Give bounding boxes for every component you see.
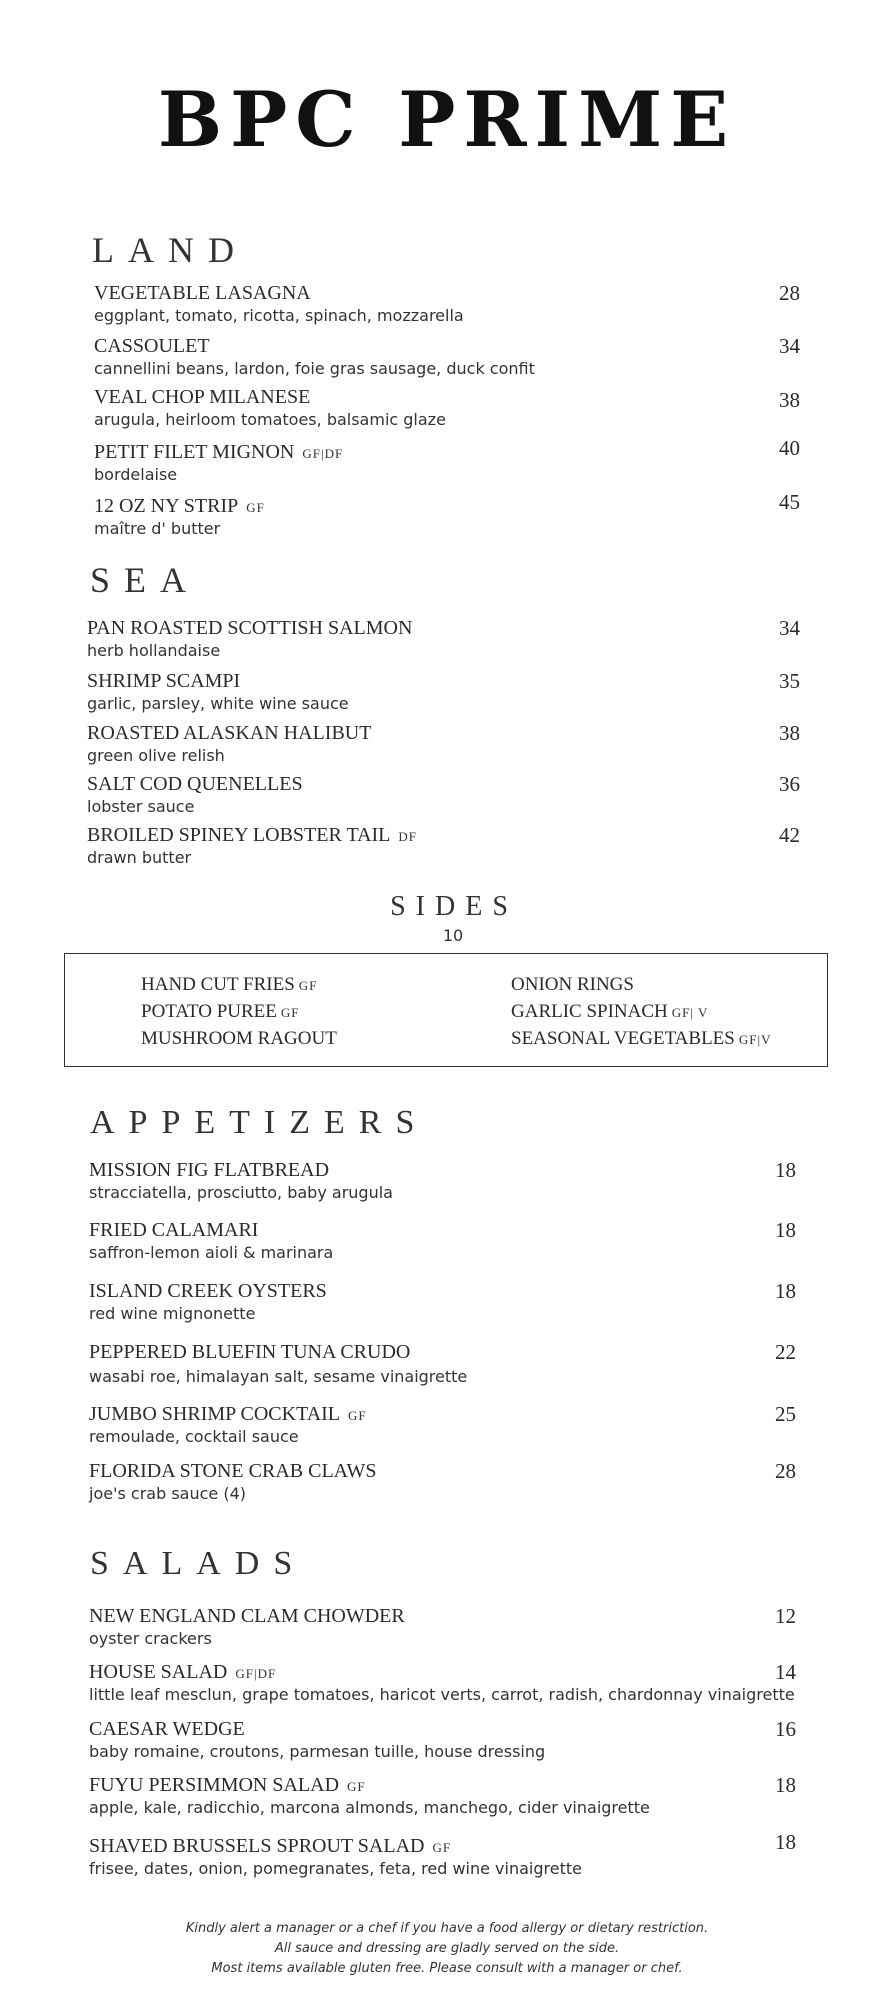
diet-tag: GF|V: [738, 1032, 772, 1047]
side-item: [511, 974, 638, 997]
menu-item: [94, 282, 464, 326]
item-price: 34: [779, 334, 800, 358]
item-price: 16: [775, 1717, 796, 1741]
menu-item: [89, 1661, 795, 1705]
section-title-appetizers: APPETIZERS: [90, 1104, 429, 1141]
item-price: 18: [775, 1279, 796, 1303]
item-name: PEPPERED BLUEFIN TUNA CRUDO: [89, 1341, 411, 1363]
item-name: FLORIDA STONE CRAB CLAWS: [89, 1460, 377, 1482]
item-name: 12 OZ NY STRIP: [94, 495, 239, 517]
restaurant-logo: BPC PRIME: [157, 75, 737, 164]
menu-item: [94, 386, 446, 430]
item-description: drawn butter: [87, 848, 192, 867]
menu-item: [89, 1774, 650, 1818]
item-price: 38: [779, 388, 800, 412]
menu-item: [94, 335, 535, 379]
item-description: green olive relish: [87, 746, 225, 765]
item-description: remoulade, cocktail sauce: [89, 1427, 299, 1446]
section-title-salads: SALADS: [90, 1545, 307, 1582]
item-price: 42: [779, 823, 800, 847]
item-description: maître d' butter: [94, 519, 221, 538]
side-name: GARLIC SPINACH: [511, 1001, 668, 1022]
section-title-land: LAND: [92, 230, 248, 270]
item-description: oyster crackers: [89, 1629, 212, 1648]
sides-box: [64, 953, 828, 1067]
menu-item: [89, 1718, 545, 1762]
menu-item: [89, 1341, 467, 1387]
side-name: SEASONAL VEGETABLES: [511, 1028, 735, 1049]
menu-item: [89, 1280, 335, 1324]
item-price: 25: [775, 1402, 796, 1426]
item-description: lobster sauce: [87, 797, 195, 816]
item-description: garlic, parsley, white wine sauce: [87, 694, 349, 713]
item-price: 18: [775, 1158, 796, 1182]
menu-item: [89, 1460, 385, 1504]
item-price: 28: [775, 1459, 796, 1483]
item-name: SALT COD QUENELLES: [87, 773, 303, 795]
item-name: NEW ENGLAND CLAM CHOWDER: [89, 1605, 405, 1627]
item-price: 14: [775, 1660, 796, 1684]
item-name: ISLAND CREEK OYSTERS: [89, 1280, 327, 1302]
diet-tag: DF: [398, 829, 418, 844]
side-name: HAND CUT FRIES: [141, 974, 295, 995]
item-price: 18: [775, 1773, 796, 1797]
menu-item: [94, 495, 265, 539]
menu-item: [87, 722, 379, 766]
item-description: baby romaine, croutons, parmesan tuille, house dressing: [89, 1742, 546, 1761]
item-description: arugula, heirloom tomatoes, balsamic glaze: [94, 410, 446, 429]
item-name: PAN ROASTED SCOTTISH SALMON: [87, 617, 413, 639]
diet-tag: GF: [298, 978, 318, 993]
menu-item: [89, 1835, 582, 1879]
diet-tag: GF|DF: [302, 446, 344, 461]
side-item: [141, 1001, 300, 1024]
side-name: MUSHROOM RAGOUT: [141, 1028, 337, 1049]
item-name: SHAVED BRUSSELS SPROUT SALAD: [89, 1835, 425, 1857]
menu-item: [94, 441, 343, 485]
item-name: CASSOULET: [94, 335, 210, 357]
item-name: VEAL CHOP MILANESE: [94, 386, 311, 408]
item-name: JUMBO SHRIMP COCKTAIL: [89, 1403, 341, 1425]
item-price: 34: [779, 616, 800, 640]
item-price: 18: [775, 1830, 796, 1854]
side-item: [141, 1028, 341, 1051]
item-name: PETIT FILET MIGNON: [94, 441, 295, 463]
item-description: saffron-lemon aioli & marinara: [89, 1243, 334, 1262]
side-name: ONION RINGS: [511, 974, 634, 995]
footer-line: All sauce and dressing are gladly served on the side.: [274, 1941, 620, 1956]
menu-item: [87, 670, 349, 714]
item-name: SHRIMP SCAMPI: [87, 670, 241, 692]
diet-tag: GF: [280, 1005, 300, 1020]
menu-item: [89, 1403, 367, 1447]
menu-item: [89, 1159, 393, 1203]
menu-item: [87, 617, 420, 661]
item-price: 18: [775, 1218, 796, 1242]
sides-price: 10: [442, 926, 464, 945]
item-description: apple, kale, radicchio, marcona almonds, manchego, cider vinaigrette: [89, 1798, 650, 1817]
item-description: frisee, dates, onion, pomegranates, feta, red wine vinaigrette: [89, 1859, 582, 1878]
section-title-sea: SEA: [90, 560, 201, 600]
item-price: 12: [775, 1604, 796, 1628]
diet-tag: GF: [432, 1840, 452, 1855]
item-description: cannellini beans, lardon, foie gras sausage, duck confit: [94, 359, 535, 378]
item-description: little leaf mesclun, grape tomatoes, haricot verts, carrot, radish, chardonnay vinaigrette: [89, 1685, 795, 1704]
item-name: VEGETABLE LASAGNA: [94, 282, 311, 304]
item-name: HOUSE SALAD: [89, 1661, 228, 1683]
diet-tag: GF: [246, 500, 265, 515]
diet-tag: GF|DF: [235, 1666, 277, 1681]
item-name: FUYU PERSIMMON SALAD: [89, 1774, 340, 1796]
item-price: 40: [779, 436, 800, 460]
item-name: CAESAR WEDGE: [89, 1718, 245, 1740]
item-name: BROILED SPINEY LOBSTER TAIL: [87, 824, 391, 846]
item-description: wasabi roe, himalayan salt, sesame vinaigrette: [89, 1367, 468, 1386]
item-price: 28: [779, 281, 800, 305]
menu-item: [89, 1605, 413, 1649]
menu-item: [87, 824, 417, 868]
diet-tag: GF: [348, 1408, 367, 1423]
item-name: FRIED CALAMARI: [89, 1219, 259, 1241]
item-description: red wine mignonette: [89, 1304, 256, 1323]
footer-line: Most items available gluten free. Please consult with a manager or chef.: [211, 1961, 683, 1976]
item-price: 22: [775, 1340, 796, 1364]
side-item: [141, 974, 317, 997]
section-title-sides: SIDES: [390, 891, 518, 922]
side-item: [511, 1028, 771, 1051]
item-description: bordelaise: [94, 465, 178, 484]
item-name: ROASTED ALASKAN HALIBUT: [87, 722, 372, 744]
item-name: MISSION FIG FLATBREAD: [89, 1159, 330, 1181]
item-price: 35: [779, 669, 800, 693]
menu-item: [87, 773, 311, 817]
side-name: POTATO PUREE: [141, 1001, 277, 1022]
diet-tag: GF| V: [671, 1005, 709, 1020]
item-price: 36: [779, 772, 800, 796]
item-description: stracciatella, prosciutto, baby arugula: [89, 1183, 393, 1202]
item-description: eggplant, tomato, ricotta, spinach, mozzarella: [94, 306, 464, 325]
item-price: 38: [779, 721, 800, 745]
footer-line: Kindly alert a manager or a chef if you have a food allergy or dietary restriction.: [185, 1921, 709, 1936]
item-price: 45: [779, 490, 800, 514]
menu-item: [89, 1219, 333, 1263]
diet-tag: GF: [347, 1779, 366, 1794]
item-description: herb hollandaise: [87, 641, 221, 660]
side-item: [511, 1001, 708, 1024]
allergy-notice: [0, 1919, 894, 1979]
item-description: joe's crab sauce (4): [89, 1484, 246, 1503]
